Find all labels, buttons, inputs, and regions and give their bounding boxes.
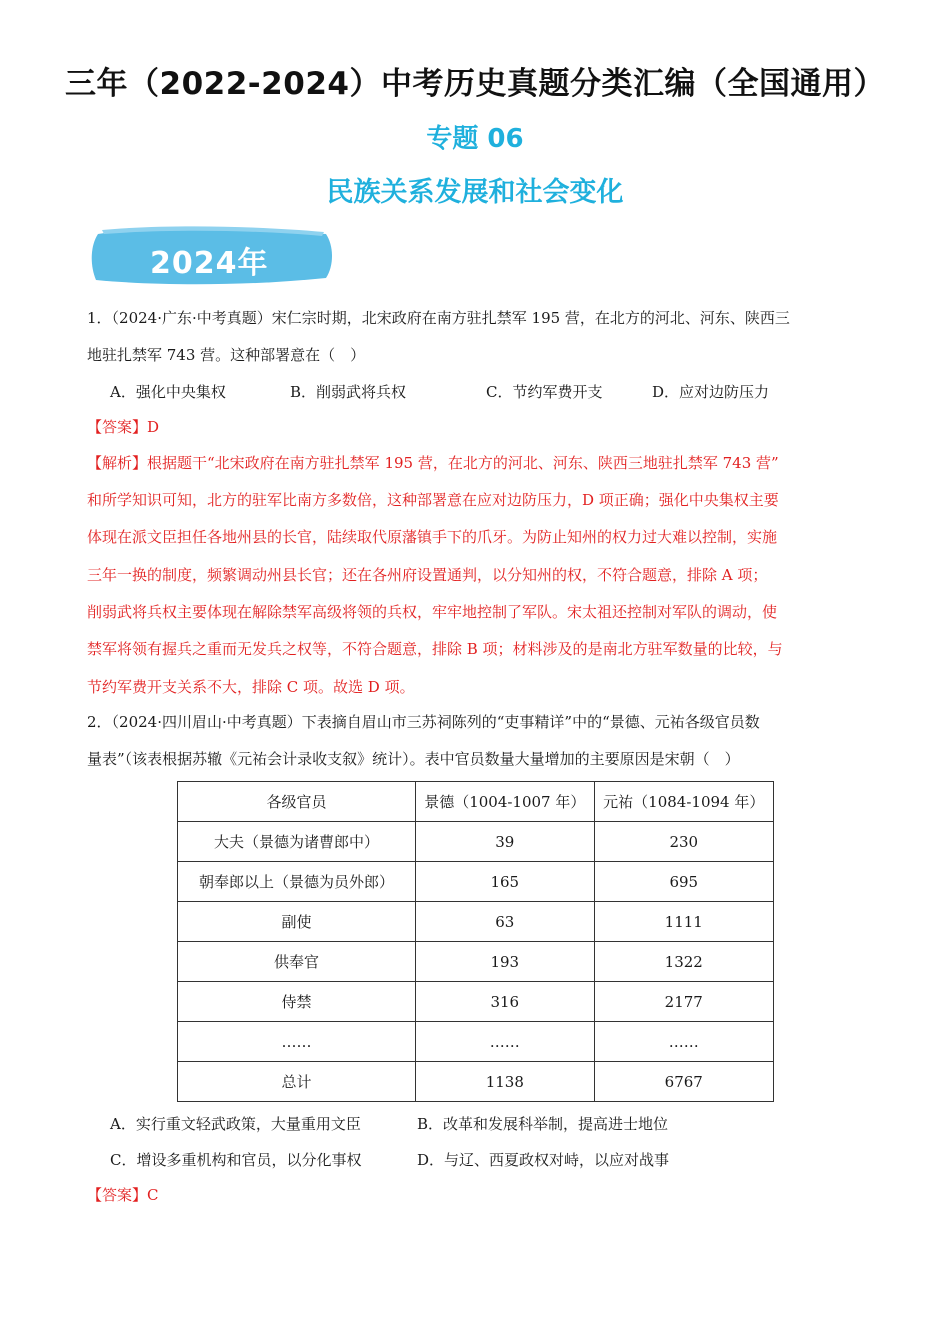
q1-analysis-line7: 节约军费开支关系不大，排除 C 项。故选 D 项。 (87, 678, 415, 696)
table-cell: 副使 (178, 902, 416, 942)
table-cell: 1322 (594, 942, 773, 982)
table-row (178, 1022, 774, 1062)
officials-table (177, 781, 774, 1102)
table-cell: …… (178, 1022, 416, 1062)
document-title: 三年（2022-2024）中考历史真题分类汇编（全国通用） (65, 66, 885, 102)
q2-option-a: A．实行重文轻武政策，大量重用文臣 (110, 1115, 361, 1133)
table-cell: 695 (594, 862, 773, 902)
q1-analysis-line5: 削弱武将兵权主要体现在解除禁军高级将领的兵权，牢牢地控制了军队。宋太祖还控制对军队的调动，使 (87, 603, 778, 621)
analysis-label: 【解析】 (87, 454, 148, 472)
table-cell: 1138 (416, 1062, 594, 1102)
q2-option-b: B．改革和发展科举制，提高进士地位 (417, 1115, 669, 1133)
table-cell: 2177 (594, 982, 773, 1022)
table-cell: 316 (416, 982, 594, 1022)
q1-option-a: A．强化中央集权 (110, 383, 226, 401)
answer-label: 【答案】 (87, 1186, 148, 1204)
q1-analysis-line3: 体现在派文臣担任各地州县的长官，陆续取代原藩镇手下的爪牙。为防止知州的权力过大难以控制，实施 (87, 528, 778, 546)
table-cell: 63 (416, 902, 594, 942)
q1-analysis-line2: 和所学知识可知，北方的驻军比南方多数倍，这种部署意在应对边防压力，D 项正确；强化中央集权主要 (87, 491, 779, 509)
answer-value: D (147, 418, 160, 436)
table-cell: 165 (416, 862, 594, 902)
q2-answer (87, 1185, 867, 1205)
table-cell: …… (416, 1022, 594, 1062)
q2-option-c: C．增设多重机构和官员，以分化事权 (110, 1151, 362, 1169)
q1-option-c: C．节约军费开支 (486, 383, 603, 401)
table-row (178, 1062, 774, 1102)
table-row (178, 982, 774, 1022)
table-row (178, 822, 774, 862)
q2-stem-line1: 2．（2024·四川眉山·中考真题）下表摘自眉山市三苏祠陈列的“吏事精详”中的“景德、元祐各级官员数 (87, 713, 760, 731)
topic-number: 专题 06 (426, 124, 524, 154)
table-header-cell: 景德（1004-1007 年） (416, 782, 594, 822)
table-cell: 39 (416, 822, 594, 862)
q2-option-d: D．与辽、西夏政权对峙，以应对战事 (417, 1151, 670, 1169)
q1-stem-line2: 地驻扎禁军 743 营。这种部署意在（ ） (87, 346, 366, 364)
table-header-cell: 各级官员 (178, 782, 416, 822)
q1-analysis-line1: 【解析】根据题干“北宋政府在南方驻扎禁军 195 营，在北方的河北、河东、陕西三地驻扎禁军 743 营” (87, 454, 779, 472)
table-cell: 总计 (178, 1062, 416, 1102)
year-badge-label: 2024年 (150, 246, 269, 281)
year-badge (88, 224, 336, 288)
table-cell: 6767 (594, 1062, 773, 1102)
q1-option-d: D．应对边防压力 (652, 383, 770, 401)
q1-answer (87, 417, 867, 437)
table-row (178, 862, 774, 902)
table-cell: 侍禁 (178, 982, 416, 1022)
table-cell: 大夫（景德为诸曹郎中） (178, 822, 416, 862)
topic-name: 民族关系发展和社会变化 (326, 177, 624, 208)
table-row (178, 902, 774, 942)
q1-option-b: B．削弱武将兵权 (290, 383, 407, 401)
answer-value: C (147, 1186, 159, 1204)
table-cell: 朝奉郎以上（景德为员外郎） (178, 862, 416, 902)
q1-stem-line1: 1．（2024·广东·中考真题）宋仁宗时期，北宋政府在南方驻扎禁军 195 营，在北方的河北、河东、陕西三 (87, 309, 790, 327)
q1-analysis-line4: 三年一换的制度，频繁调动州县长官；还在各州府设置通判，以分知州的权，不符合题意，排除 A 项； (87, 566, 768, 584)
table-cell: 230 (594, 822, 773, 862)
table-header-row (178, 782, 774, 822)
table-cell: 供奉官 (178, 942, 416, 982)
answer-label: 【答案】 (87, 418, 148, 436)
q2-stem-line2: 量表”（该表根据苏辙《元祐会计录收支叙》统计）。表中官员数量大量增加的主要原因是宋朝（ ） (87, 750, 740, 768)
table-cell: 1111 (594, 902, 773, 942)
table-row (178, 942, 774, 982)
table-cell: …… (594, 1022, 773, 1062)
table-cell: 193 (416, 942, 594, 982)
table-header-cell: 元祐（1084-1094 年） (594, 782, 773, 822)
q1-analysis-line6: 禁军将领有握兵之重而无发兵之权等，不符合题意，排除 B 项；材料涉及的是南北方驻军数量的比较，与 (87, 640, 783, 658)
